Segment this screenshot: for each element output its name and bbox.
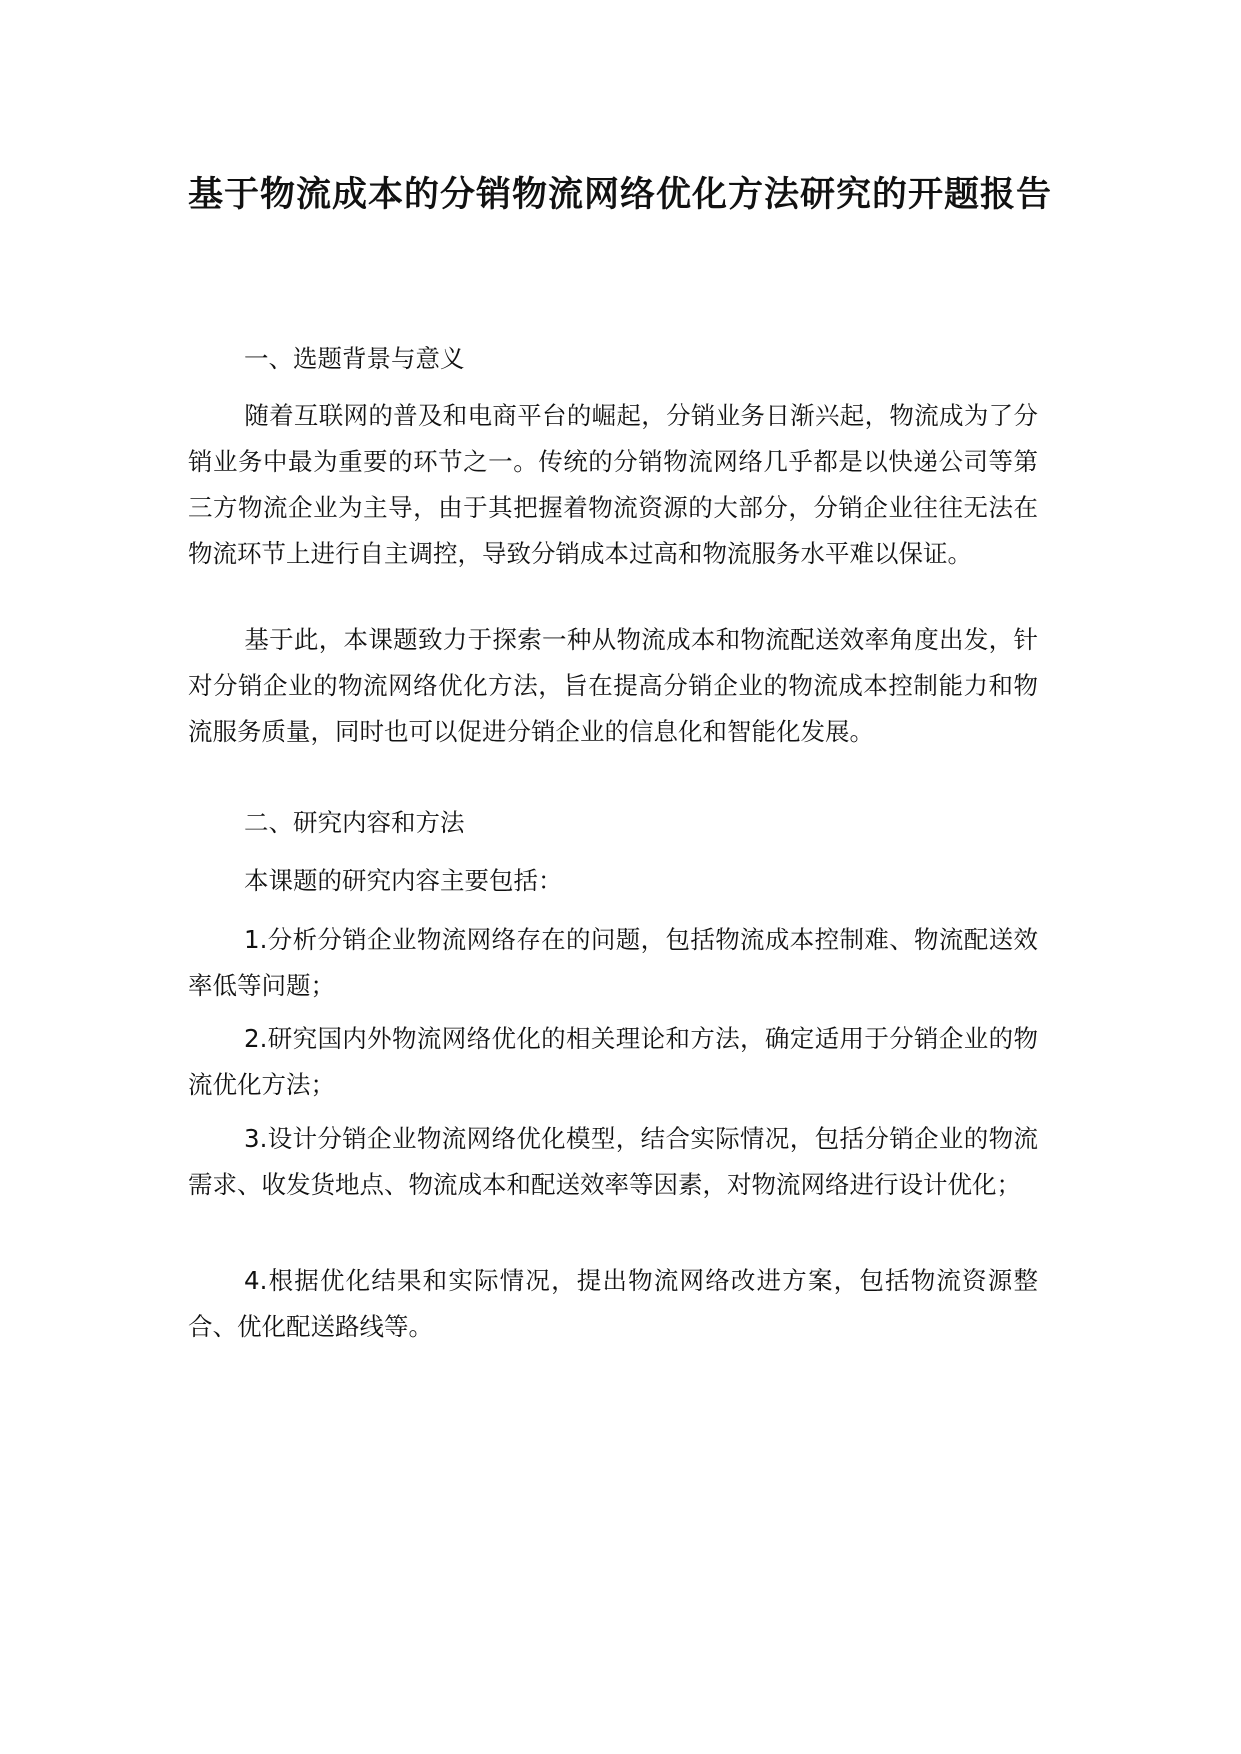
section-heading-content-methods: 二、研究内容和方法 — [244, 808, 465, 837]
paragraph-motivation — [188, 617, 1038, 755]
paragraph-text: 随着互联网的普及和电商平台的崛起，分销业务日渐兴起，物流成为了分销业务中最为重要的环节之一。传统的分销物流网络几乎都是以快递公司等第三方物流企业为主导，由于其把握着物流资源的大部分，分销企业往往无法在物流环节上进行自主调控，导致分销成本过高和物流服务水平难以保证。 — [188, 401, 1038, 568]
list-item-text: 2.研究国内外物流网络优化的相关理论和方法，确定适用于分销企业的物流优化方法； — [188, 1024, 1038, 1099]
paragraph-text: 基于此，本课题致力于探索一种从物流成本和物流配送效率角度出发，针对分销企业的物流网络优化方法，旨在提高分销企业的物流成本控制能力和物流服务质量，同时也可以促进分销企业的信息化和智能化发展。 — [188, 625, 1038, 746]
list-item-text: 4.根据优化结果和实际情况，提出物流网络改进方案，包括物流资源整合、优化配送路线等。 — [188, 1266, 1038, 1341]
list-item-2 — [188, 1016, 1038, 1108]
list-item-3 — [188, 1116, 1038, 1208]
section-heading-background: 一、选题背景与意义 — [244, 344, 465, 373]
list-item-text: 1.分析分销企业物流网络存在的问题，包括物流成本控制难、物流配送效率低等问题； — [188, 925, 1038, 1000]
paragraph-background — [188, 393, 1038, 577]
list-item-text: 3.设计分销企业物流网络优化模型，结合实际情况，包括分销企业的物流需求、收发货地点、物流成本和配送效率等因素，对物流网络进行设计优化； — [188, 1124, 1038, 1199]
document-title: 基于物流成本的分销物流网络优化方法研究的开题报告 — [187, 175, 1052, 215]
list-item-1 — [188, 917, 1038, 1009]
list-item-4 — [188, 1258, 1038, 1350]
paragraph-content-intro: 本课题的研究内容主要包括： — [244, 866, 563, 895]
